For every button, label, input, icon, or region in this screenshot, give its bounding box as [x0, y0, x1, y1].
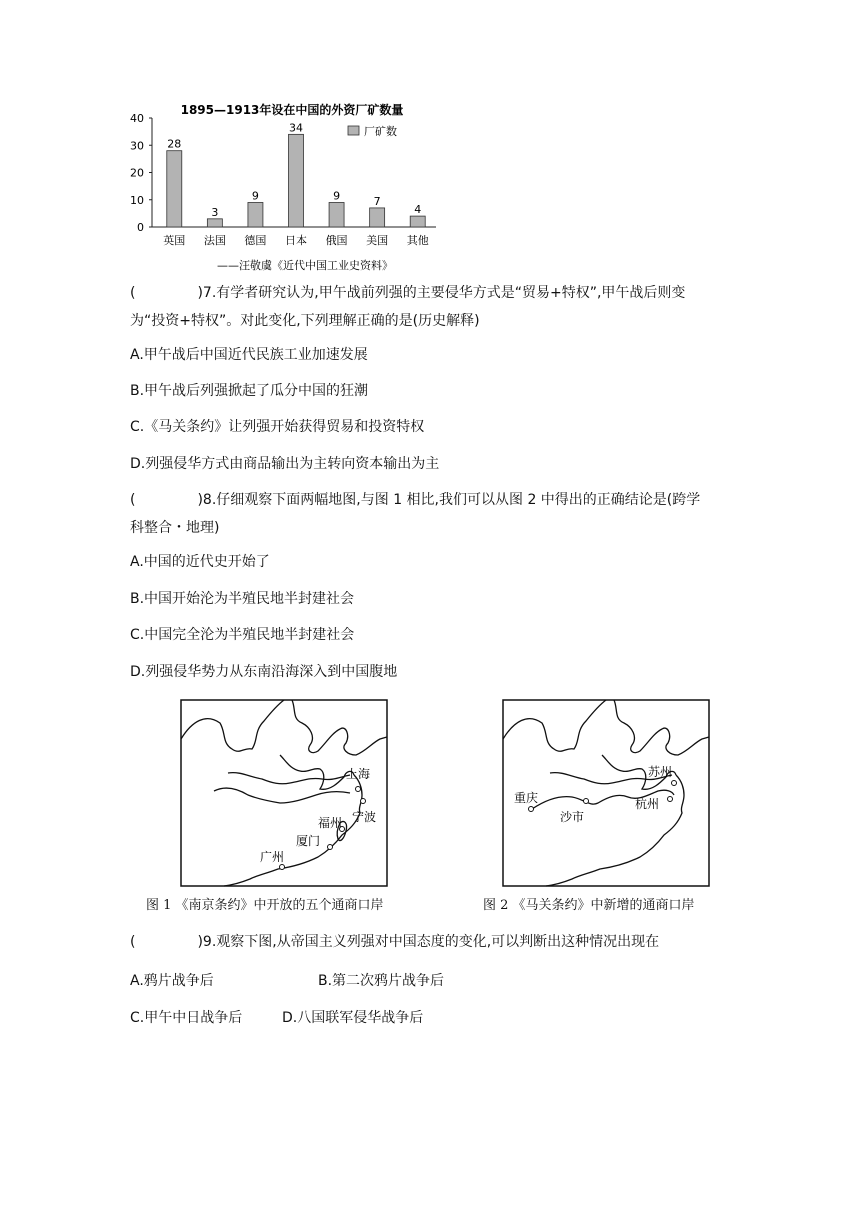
x-tick-label: 法国: [203, 234, 226, 247]
x-tick-label: 英国: [163, 234, 186, 247]
bar: [289, 134, 304, 227]
option-b[interactable]: B.第二次鸦片战争后: [318, 973, 445, 989]
option-b[interactable]: B.中国开始沦为半殖民地半封建社会: [130, 591, 355, 607]
city-label: 沙市: [560, 810, 585, 824]
option-b[interactable]: B.甲午战后列强掀起了瓜分中国的狂潮: [130, 383, 369, 399]
question-text-cont: 科整合・地理): [130, 520, 220, 536]
x-tick-label: 德国: [244, 234, 267, 247]
legend-swatch: [348, 126, 359, 135]
city-label: 厦门: [296, 834, 321, 848]
data-label: 7: [373, 194, 381, 208]
city-marker: [356, 787, 361, 792]
option-c[interactable]: C.中国完全沦为半殖民地半封建社会: [130, 627, 355, 643]
chart-legend: [348, 124, 397, 138]
city-label: 福州: [318, 816, 343, 830]
chart-bars: [163, 121, 428, 247]
option-c[interactable]: C.甲午中日战争后: [130, 1010, 243, 1026]
legend-label: 厂矿数: [364, 125, 397, 138]
question-text-cont: 为“投资+特权”。对此变化,下列理解正确的是(历史解释): [130, 313, 480, 329]
map-1-caption: 图 1 《南京条约》中开放的五个通商口岸: [146, 898, 384, 913]
question-9: [130, 928, 659, 956]
chart-title: 1895—1913年设在中国的外资厂矿数量: [180, 103, 404, 117]
y-tick-label: 10: [130, 193, 144, 207]
option-d[interactable]: D.列强侵华势力从东南沿海深入到中国腹地: [130, 664, 398, 680]
city-marker: [584, 799, 589, 804]
map-2-cities: [514, 765, 677, 824]
question-text: )9.观察下图,从帝国主义列强对中国态度的变化,可以判断出这种情况出现在: [197, 934, 660, 950]
option-d[interactable]: D.列强侵华方式由商品输出为主转向资本输出为主: [130, 456, 440, 472]
y-tick-label: 0: [137, 221, 144, 234]
data-label: 3: [211, 205, 219, 219]
data-label: 34: [289, 121, 303, 135]
city-label: 宁波: [352, 810, 377, 824]
city-marker: [529, 807, 534, 812]
x-tick-label: 日本: [285, 234, 307, 247]
data-label: 9: [251, 189, 259, 203]
option-a[interactable]: A.鸦片战争后: [130, 973, 214, 989]
map-2-caption: 图 2 《马关条约》中新增的通商口岸: [483, 898, 695, 913]
map-2: [502, 699, 710, 887]
y-tick-label: 20: [130, 166, 144, 180]
city-marker: [328, 845, 333, 850]
city-label: 广州: [260, 850, 285, 864]
option-c[interactable]: C.《马关条约》让列强开始获得贸易和投资特权: [130, 419, 425, 435]
city-marker: [361, 799, 366, 804]
question-8: [130, 486, 700, 542]
y-tick-label: 40: [130, 112, 144, 125]
option-a[interactable]: A.中国的近代史开始了: [130, 554, 270, 570]
city-label: 上海: [346, 767, 371, 781]
bar: [410, 216, 425, 227]
bar-chart: [120, 95, 440, 275]
bar: [167, 151, 182, 227]
city-label: 杭州: [635, 797, 660, 811]
city-marker: [280, 865, 285, 870]
question-7: [130, 279, 685, 335]
option-d[interactable]: D.八国联军侵华战争后: [282, 1010, 424, 1026]
x-tick-label: 其他: [406, 234, 429, 247]
y-tick-label: 30: [130, 139, 144, 153]
bar: [207, 219, 222, 227]
bar: [329, 202, 344, 227]
x-tick-label: 美国: [366, 234, 389, 247]
answer-bracket[interactable]: (: [130, 934, 136, 950]
bar: [248, 202, 263, 227]
city-label: 苏州: [648, 765, 673, 779]
data-label: 28: [167, 137, 182, 151]
answer-bracket[interactable]: (: [130, 285, 136, 301]
city-marker: [668, 797, 673, 802]
option-a[interactable]: A.甲午战后中国近代民族工业加速发展: [130, 347, 368, 363]
city-label: 重庆: [514, 791, 539, 805]
data-label: 9: [333, 189, 341, 203]
bar: [370, 208, 385, 227]
data-label: 4: [414, 203, 422, 217]
city-marker: [672, 781, 677, 786]
x-tick-label: 俄国: [325, 234, 348, 247]
map-1: [180, 699, 388, 887]
answer-bracket[interactable]: (: [130, 492, 136, 508]
question-text: )8.仔细观察下面两幅地图,与图 1 相比,我们可以从图 2 中得出的正确结论是(跨学: [197, 492, 701, 508]
chart-source: ——汪敬虞《近代中国工业史资料》: [217, 259, 393, 272]
question-text: )7.有学者研究认为,甲午战前列强的主要侵华方式是“贸易+特权”,甲午战后则变: [197, 285, 686, 301]
